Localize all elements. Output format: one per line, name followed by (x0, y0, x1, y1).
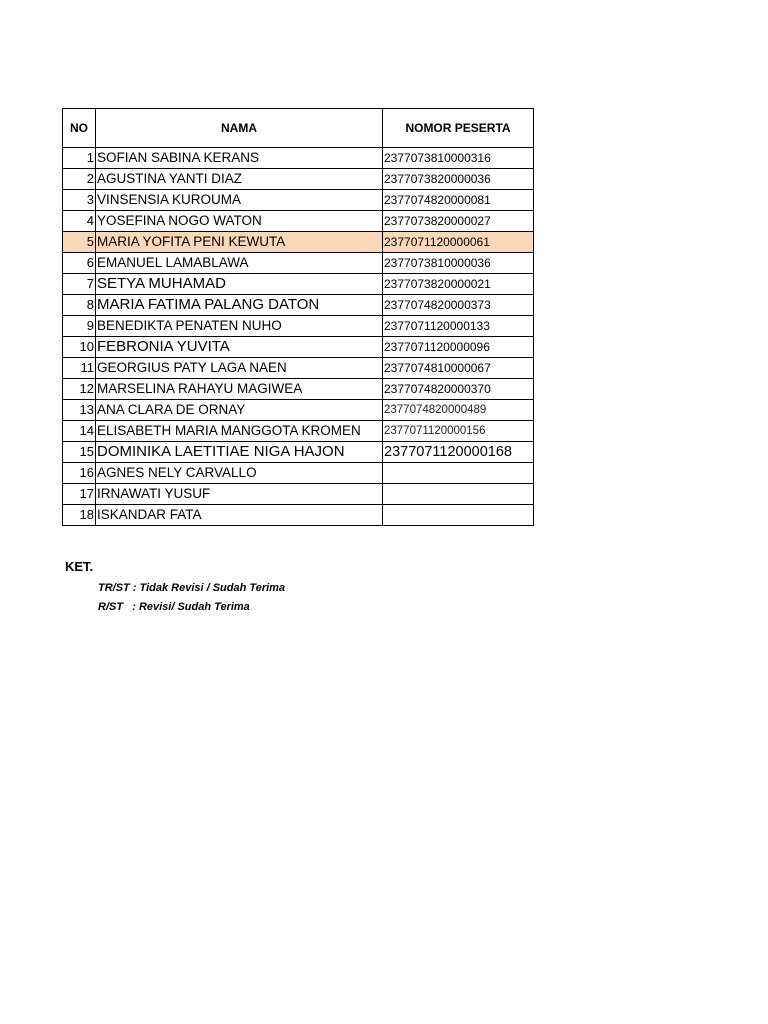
ket-line-r-st: R/ST : Revisi/ Sudah Terima (98, 601, 250, 613)
cell-nomor-peserta[interactable]: 2377071120000061 (383, 232, 534, 253)
cell-nomor-peserta[interactable]: 2377071120000156 (383, 421, 534, 442)
cell-no[interactable]: 4 (63, 211, 96, 232)
cell-no[interactable]: 2 (63, 169, 96, 190)
cell-nomor-peserta[interactable] (383, 484, 534, 505)
cell-nama[interactable]: SETYA MUHAMAD (96, 274, 383, 295)
cell-nomor-peserta[interactable]: 2377074820000370 (383, 379, 534, 400)
ket-line-tr-st: TR/ST : Tidak Revisi / Sudah Terima (98, 582, 286, 594)
cell-no[interactable]: 18 (63, 505, 96, 526)
table-row (63, 274, 534, 295)
cell-nomor-peserta[interactable]: 2377071120000168 (383, 442, 534, 463)
cell-no[interactable]: 11 (63, 358, 96, 379)
cell-nama[interactable]: MARSELINA RAHAYU MAGIWEA (96, 379, 383, 400)
cell-nama[interactable]: GEORGIUS PATY LAGA NAEN (96, 358, 383, 379)
cell-nama[interactable]: ISKANDAR FATA (96, 505, 383, 526)
cell-no[interactable]: 9 (63, 316, 96, 337)
cell-no[interactable]: 8 (63, 295, 96, 316)
table-header-row (63, 109, 534, 148)
cell-nomor-peserta[interactable]: 2377073820000021 (383, 274, 534, 295)
table-row (63, 253, 534, 274)
table-row (63, 169, 534, 190)
cell-nomor-peserta[interactable]: 2377073810000036 (383, 253, 534, 274)
cell-nomor-peserta[interactable]: 2377073820000027 (383, 211, 534, 232)
cell-nama[interactable]: ELISABETH MARIA MANGGOTA KROMEN (96, 421, 383, 442)
cell-nama[interactable]: EMANUEL LAMABLAWA (96, 253, 383, 274)
cell-nomor-peserta[interactable]: 2377074810000067 (383, 358, 534, 379)
cell-nomor-peserta[interactable]: 2377073810000316 (383, 148, 534, 169)
table-row (63, 337, 534, 358)
table-row (63, 463, 534, 484)
cell-nama[interactable]: FEBRONIA YUVITA (96, 337, 383, 358)
cell-nama[interactable]: BENEDIKTA PENATEN NUHO (96, 316, 383, 337)
cell-nama[interactable]: YOSEFINA NOGO WATON (96, 211, 383, 232)
cell-nomor-peserta[interactable] (383, 463, 534, 484)
table-row (63, 211, 534, 232)
cell-no[interactable]: 13 (63, 400, 96, 421)
table-row (63, 505, 534, 526)
table-row (63, 358, 534, 379)
header-no[interactable]: NO (63, 109, 96, 148)
cell-no[interactable]: 12 (63, 379, 96, 400)
cell-no[interactable]: 7 (63, 274, 96, 295)
cell-no[interactable]: 5 (63, 232, 96, 253)
cell-nomor-peserta[interactable]: 2377071120000133 (383, 316, 534, 337)
participant-table (62, 108, 534, 526)
cell-nomor-peserta[interactable]: 2377071120000096 (383, 337, 534, 358)
header-nomor-peserta[interactable]: NOMOR PESERTA (383, 109, 534, 148)
cell-no[interactable]: 3 (63, 190, 96, 211)
cell-nama[interactable]: DOMINIKA LAETITIAE NIGA HAJON (96, 442, 383, 463)
cell-nomor-peserta[interactable]: 2377074820000489 (383, 400, 534, 421)
cell-nama[interactable]: ANA CLARA DE ORNAY (96, 400, 383, 421)
cell-nama[interactable]: MARIA YOFITA PENI KEWUTA (96, 232, 383, 253)
table-row (63, 148, 534, 169)
table-row-highlighted (63, 232, 534, 253)
cell-no[interactable]: 6 (63, 253, 96, 274)
cell-nama[interactable]: MARIA FATIMA PALANG DATON (96, 295, 383, 316)
table-row (63, 400, 534, 421)
cell-nama[interactable]: AGNES NELY CARVALLO (96, 463, 383, 484)
cell-no[interactable]: 10 (63, 337, 96, 358)
cell-no[interactable]: 16 (63, 463, 96, 484)
table-row (63, 484, 534, 505)
ket-title: KET. (65, 559, 94, 574)
cell-nomor-peserta[interactable]: 2377074820000373 (383, 295, 534, 316)
header-nama[interactable]: NAMA (96, 109, 383, 148)
cell-no[interactable]: 15 (63, 442, 96, 463)
cell-nama[interactable]: AGUSTINA YANTI DIAZ (96, 169, 383, 190)
table-row (63, 379, 534, 400)
cell-no[interactable]: 14 (63, 421, 96, 442)
cell-no[interactable]: 1 (63, 148, 96, 169)
table-row (63, 316, 534, 337)
cell-nama[interactable]: SOFIAN SABINA KERANS (96, 148, 383, 169)
cell-nama[interactable]: VINSENSIA KUROUMA (96, 190, 383, 211)
table-row (63, 295, 534, 316)
cell-nomor-peserta[interactable]: 2377073820000036 (383, 169, 534, 190)
cell-nomor-peserta[interactable] (383, 505, 534, 526)
table-row (63, 421, 534, 442)
cell-nomor-peserta[interactable]: 2377074820000081 (383, 190, 534, 211)
cell-no[interactable]: 17 (63, 484, 96, 505)
cell-nama[interactable]: IRNAWATI YUSUF (96, 484, 383, 505)
table-row (63, 442, 534, 463)
table-row (63, 190, 534, 211)
